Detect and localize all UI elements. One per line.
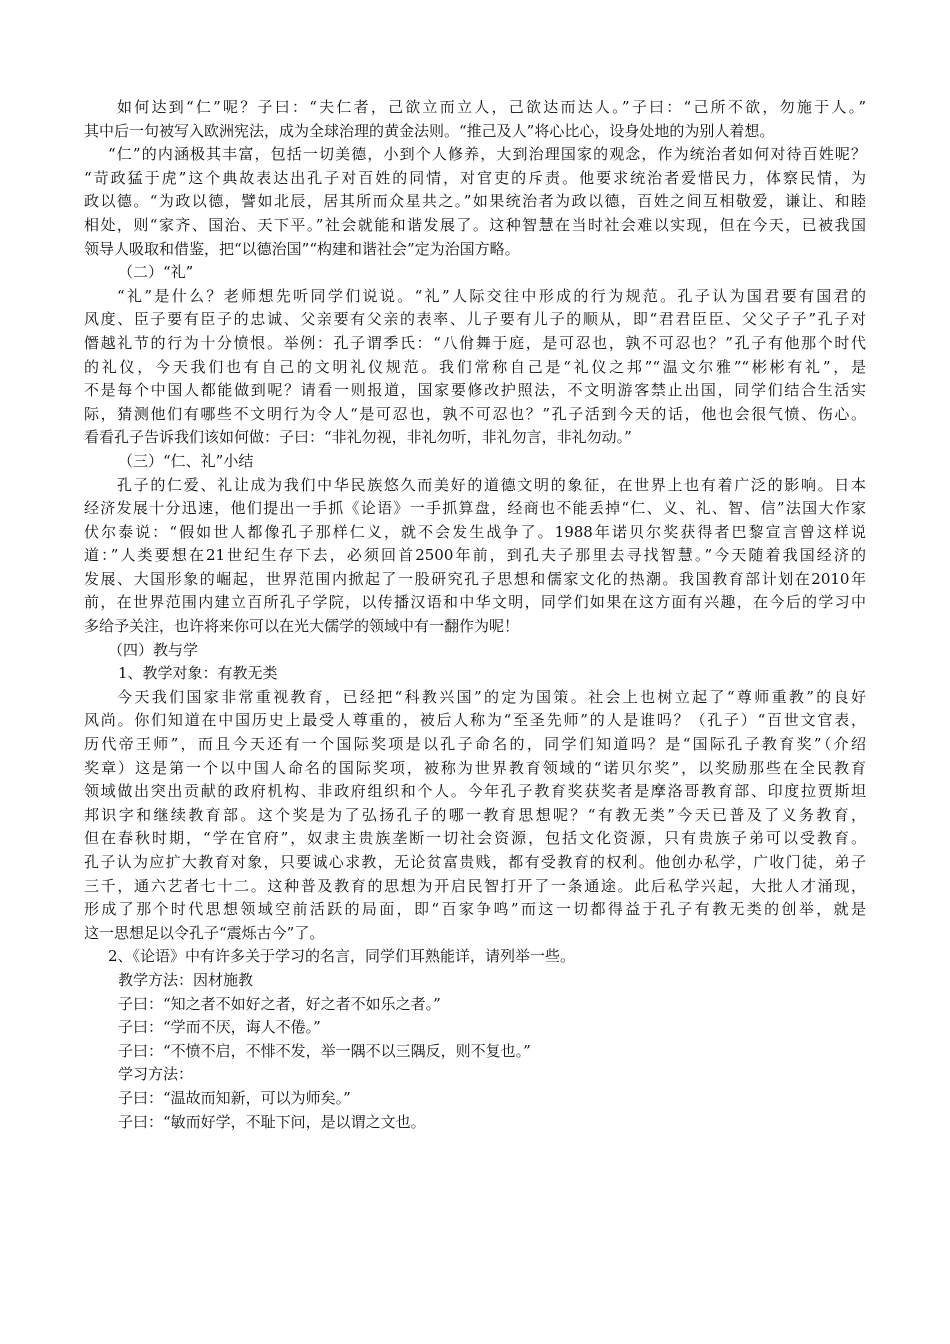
text-line: 2、《论语》中有许多关于学习的名言，同学们耳熟能详，请列举一些。 <box>108 947 576 966</box>
text-line: 际，猜测他们有哪些不文明行为令人“是可忍也，孰不可忍也？”孔子活到今天的话，他也会很气愤、伤心。 <box>84 404 866 423</box>
text-line: 孔子的仁爱、礼让成为我们中华民族悠久而美好的道德文明的象征，在世界上也有着广泛的影响。日本 <box>117 475 866 494</box>
text-line: 今天我们国家非常重视教育，已经把“科教兴国”的定为国策。社会上也树立起了“尊师重教”的良好 <box>117 687 866 706</box>
text-line: 子曰：“知之者不如好之者，好之者不如乐之者。” <box>118 994 441 1013</box>
text-line: 多给予关注，也许将来你可以在光大儒学的领域中有一翻作为呢！ <box>84 617 520 636</box>
text-line: 子曰：“温故而知新，可以为师矣。” <box>118 1088 351 1107</box>
text-line: 相处，则“家齐、国治、天下平。”社会就能和谐发展了。这种智慧在当时社会难以实现，但在今天，已被我国 <box>84 215 866 234</box>
text-line: 前，在世界范围内建立百所孔子学院，以传播汉语和中华文明，同学们如果在这方面有兴趣，在今后的学习中 <box>84 593 866 612</box>
text-line: 孔子认为应扩大教育对象，只要诚心求教，无论贫富贵贱，都有受教育的权利。他创办私学，广收门徒，弟子 <box>84 853 866 871</box>
text-line: 邦识字和继续教育部。这个奖是为了弘扬孔子的哪一教育思想呢？“有教无类”今天已普及了义务教育， <box>84 805 866 824</box>
text-line: 1、教学对象：有教无类 <box>118 664 278 683</box>
text-line: 其中后一句被写入欧洲宪法，成为全球治理的黄金法则。“推己及人”将心比心，设身处地的为别人着想。 <box>84 121 775 140</box>
text-line: 道：”人类要想在21世纪生存下去，必须回首2500年前，到孔夫子那里去寻找智慧。”今天随着我国经济的 <box>84 546 866 565</box>
text-line: “苛政猛于虎”这个典故表达出孔子对百姓的同情，对官吏的斥责。他要求统治者爱惜民力，体察民情，为 <box>84 168 866 187</box>
text-line: 如何达到“仁”呢？子曰：“夫仁者，己欲立而立人，己欲达而达人。”子曰：“己所不欲，勿施于人。” <box>117 98 866 116</box>
text-line: “礼”是什么？老师想先听同学们说说。“礼”人际交往中形成的行为规范。孔子认为国君要有国君的 <box>117 286 866 305</box>
text-line: 政以德。“为政以德，譬如北辰，居其所而众星共之。”如果统治者为政以德，百姓之间互相敬爱，谦让、和睦 <box>84 192 866 211</box>
document-page <box>84 96 866 1134</box>
text-line: （二）“礼” <box>118 263 194 282</box>
text-line: 学习方法： <box>118 1065 194 1084</box>
text-line: 伏尔泰说：“假如世人都像孔子那样仁义，就不会发生战争了。1988年诺贝尔奖获得者巴黎宣言曾这样说 <box>84 522 866 541</box>
text-line: 奖章）这是第一个以中国人命名的国际奖项，被称为世界教育领域的“诺贝尔奖”，以奖励那些在全民教育 <box>84 758 866 777</box>
text-line: 发展、大国形象的崛起，世界范围内掀起了一股研究孔子思想和儒家文化的热潮。我国教育部计划在2010年 <box>84 569 866 588</box>
text-line: 但在春秋时期，“学在官府”，奴隶主贵族垄断一切社会资源，包括文化资源，只有贵族子弟可以受教育。 <box>84 829 866 848</box>
text-line: 形成了那个时代思想领域空前活跃的局面，即“百家争鸣”而这一切都得益于孔子有教无类的创举，就是 <box>84 900 866 919</box>
text-line: 领域做出突出贡献的政府机构、非政府组织和个人。今年孔子教育奖获奖者是摩洛哥教育部、印度拉贾斯坦 <box>84 782 866 801</box>
text-line: 这一思想足以令孔子“震烁古今”了。 <box>84 923 325 942</box>
text-line: 僭越礼节的行为十分愤恨。举例：孔子谓季氏：“八佾舞于庭，是可忍也，孰不可忍也？”孔子有他那个时代 <box>84 333 866 352</box>
text-line: 的礼仪，今天我们也有自己的文明礼仪规范。我们常称自己是“礼仪之邦”“温文尔雅”“彬彬有礼”，是 <box>84 357 866 376</box>
text-line: 领导人吸取和借鉴，把“以德治国”“构建和谐社会”定为治国方略。 <box>84 239 520 258</box>
text-line: 教学方法：因材施教 <box>118 970 254 989</box>
text-line: （三）“仁、礼”小结 <box>118 451 254 470</box>
text-line: （四）教与学 <box>108 640 199 659</box>
text-line: 不是每个中国人都能做到呢？请看一则报道，国家要修改护照法，不文明游客禁止出国，同学们结合生活实 <box>84 381 866 400</box>
text-line: 子曰：“学而不厌，诲人不倦。” <box>118 1018 321 1037</box>
text-line: 风尚。你们知道在中国历史上最受人尊重的，被后人称为“至圣先师”的人是谁吗？（孔子）“百世文官表， <box>84 711 866 730</box>
text-line: 三千，通六艺者七十二。这种普及教育的思想为开启民智打开了一条通途。此后私学兴起，大批人才涌现， <box>84 876 866 895</box>
text-line: 子曰：“不愤不启，不悱不发，举一隅不以三隅反，则不复也。” <box>118 1041 531 1060</box>
text-line: 经济发展十分迅速，他们提出一手抓《论语》一手抓算盘，经商也不能丢掉“仁、义、礼、智、信”法国大作家 <box>84 499 866 518</box>
text-line: 看看孔子告诉我们该如何做：子曰：“非礼勿视，非礼勿听，非礼勿言，非礼勿动。” <box>84 428 632 447</box>
text-line: 子曰：“敏而好学，不耻下问，是以谓之文也。 <box>118 1112 426 1131</box>
text-line: 历代帝王师”，而且今天还有一个国际奖项是以孔子命名的，同学们知道吗？是“国际孔子教育奖”（介绍 <box>84 735 866 754</box>
text-line: 风度、臣子要有臣子的忠诚、父亲要有父亲的表率、儿子要有儿子的顺从，即“君君臣臣、父父子子”孔子对 <box>84 310 866 329</box>
text-line: “仁”的内涵极其丰富，包括一切美德，小到个人修养，大到治理国家的观念，作为统治者如何对待百姓呢？ <box>108 145 866 164</box>
